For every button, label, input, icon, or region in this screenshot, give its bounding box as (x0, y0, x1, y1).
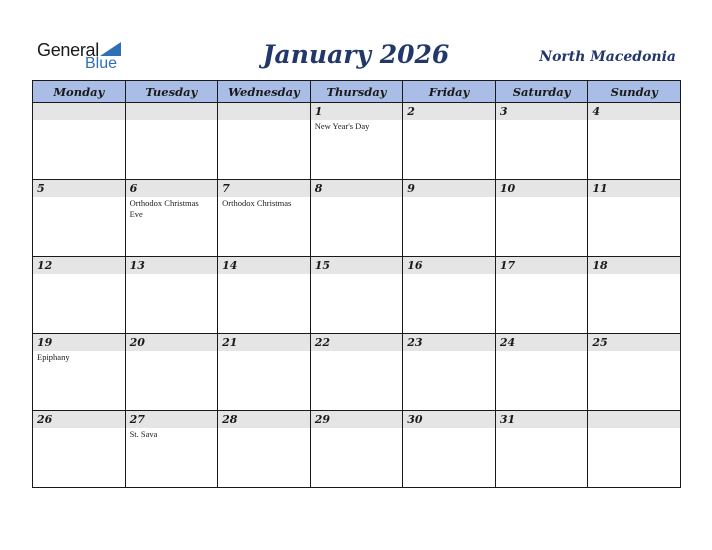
weekday-header: Friday (403, 81, 496, 103)
day-number: 18 (592, 259, 608, 272)
day-cell (403, 334, 496, 411)
day-number: 4 (592, 105, 601, 118)
day-number: 19 (37, 336, 53, 349)
day-number: 2 (407, 105, 415, 118)
calendar-title: January 2026 (262, 40, 450, 69)
day-cell (310, 257, 403, 334)
week-row (33, 257, 681, 334)
day-cell (218, 334, 311, 411)
day-number-bar (403, 103, 495, 120)
week-row (33, 334, 681, 411)
day-number-bar (218, 103, 310, 120)
weekday-header: Monday (33, 81, 126, 103)
day-cell (218, 257, 311, 334)
day-cell (33, 411, 126, 488)
day-cell (218, 180, 311, 257)
weekday-header: Saturday (495, 81, 588, 103)
day-cell (310, 180, 403, 257)
day-number: 23 (407, 336, 423, 349)
holiday-label: New Year's Day (314, 121, 370, 131)
day-cell (495, 334, 588, 411)
day-number-bar (33, 180, 125, 197)
day-number: 30 (407, 413, 423, 426)
day-number: 28 (222, 413, 238, 426)
day-cell (33, 180, 126, 257)
holiday-label: Orthodox Christmas (222, 198, 292, 208)
day-cell (33, 257, 126, 334)
day-cell (125, 180, 218, 257)
day-cell (588, 411, 681, 488)
day-number: 11 (592, 182, 608, 195)
day-number: 26 (37, 413, 53, 426)
day-number-bar (403, 180, 495, 197)
day-number: 25 (592, 336, 608, 349)
day-number: 7 (222, 182, 230, 195)
day-number: 20 (129, 336, 145, 349)
day-number: 17 (499, 259, 516, 272)
day-number: 3 (499, 105, 508, 118)
day-cell (495, 180, 588, 257)
day-cell (310, 334, 403, 411)
day-number: 12 (37, 259, 53, 272)
day-number: 13 (129, 259, 145, 272)
day-cell (588, 103, 681, 180)
day-number: 9 (407, 182, 415, 195)
weekday-header: Wednesday (218, 81, 311, 103)
day-cell (403, 180, 496, 257)
week-row (33, 180, 681, 257)
day-cell (125, 257, 218, 334)
day-number-bar (311, 180, 403, 197)
day-cell (588, 257, 681, 334)
day-cell (218, 411, 311, 488)
day-cell (495, 257, 588, 334)
day-number-bar (496, 103, 588, 120)
holiday-label: Epiphany (37, 352, 70, 362)
day-cell (495, 411, 588, 488)
day-cell (588, 334, 681, 411)
day-cell (403, 103, 496, 180)
logo-text-blue: Blue (85, 55, 118, 72)
day-cell (125, 103, 218, 180)
day-number: 29 (314, 413, 330, 426)
day-number: 27 (129, 413, 145, 426)
day-number-bar (588, 411, 680, 428)
day-number: 21 (222, 336, 238, 349)
country-name: North Macedonia (539, 49, 676, 65)
day-number: 31 (499, 413, 516, 426)
day-number: 15 (314, 259, 330, 272)
calendar-grid (32, 80, 681, 488)
day-number: 6 (129, 182, 138, 195)
day-cell (125, 334, 218, 411)
day-number: 16 (407, 259, 423, 272)
day-cell (588, 180, 681, 257)
day-number-bar (126, 103, 218, 120)
day-cell (403, 257, 496, 334)
day-number: 5 (37, 182, 45, 195)
holiday-label: St. Sava (129, 429, 158, 439)
week-row (33, 411, 681, 488)
day-number-bar (588, 103, 680, 120)
day-cell (33, 103, 126, 180)
day-number: 14 (222, 259, 238, 272)
weekday-header: Thursday (310, 81, 403, 103)
day-number-bar (218, 180, 310, 197)
day-cell (310, 411, 403, 488)
day-cell (403, 411, 496, 488)
holiday-label: Orthodox Christmas Eve (129, 198, 199, 219)
day-number-bar (311, 103, 403, 120)
day-number: 8 (314, 182, 323, 195)
day-number: 24 (499, 336, 516, 349)
day-number-bar (33, 103, 125, 120)
logo-text-general: General (37, 40, 99, 60)
day-cell (33, 334, 126, 411)
day-number: 10 (499, 182, 516, 195)
day-cell (495, 103, 588, 180)
weekday-header-row (33, 81, 681, 103)
day-cell (310, 103, 403, 180)
week-row (33, 103, 681, 180)
day-number-bar (126, 180, 218, 197)
weekday-header: Sunday (588, 81, 681, 103)
day-number: 22 (314, 336, 330, 349)
day-number: 1 (314, 105, 323, 118)
day-cell (218, 103, 311, 180)
day-cell (125, 411, 218, 488)
weekday-header: Tuesday (125, 81, 218, 103)
